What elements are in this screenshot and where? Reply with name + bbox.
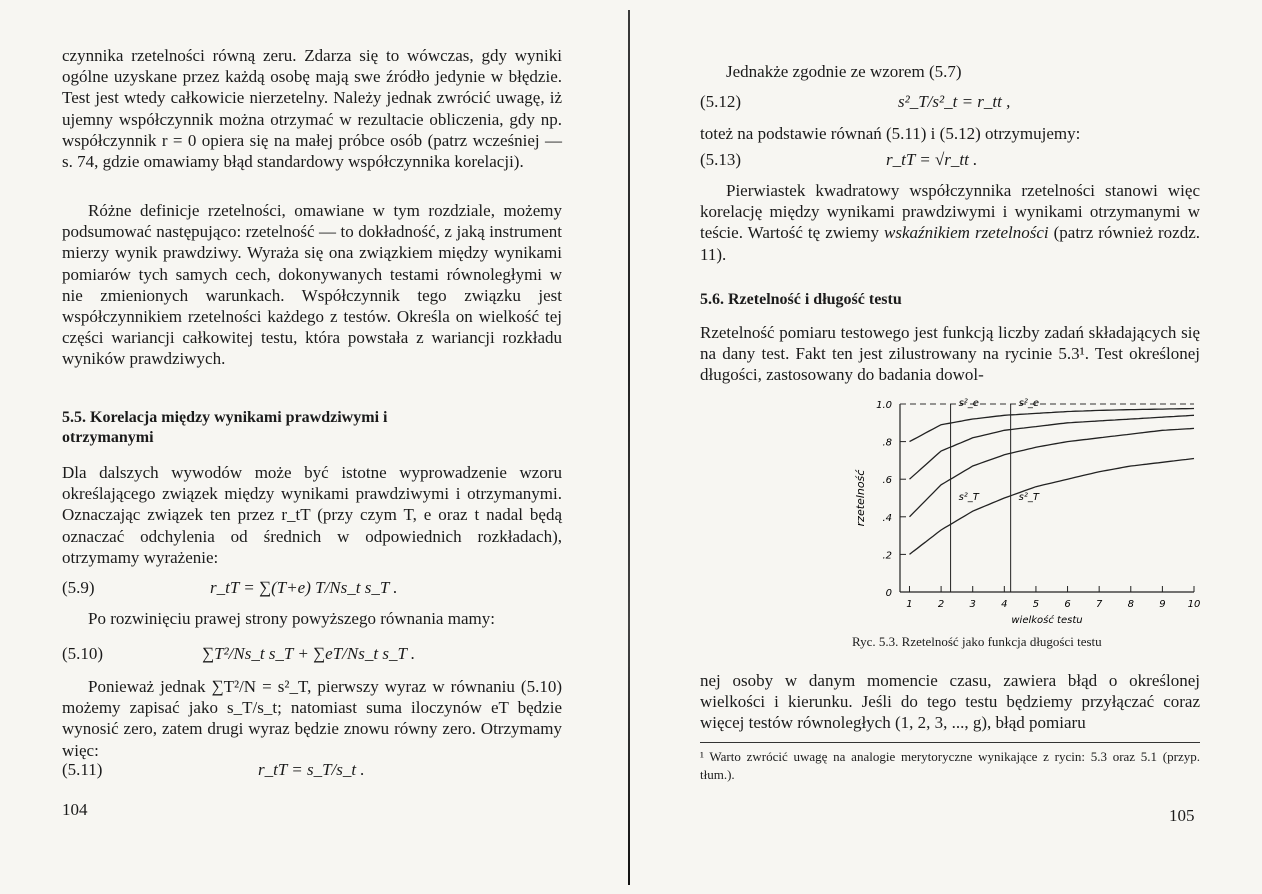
- equation-5-9: [62, 578, 562, 602]
- paragraph-text: Pierwiastek kwadratowy współczynnika rzetelności stanowi więc korelację między wynikami prawdziwymi i wynikami otrzymanymi w teście. Wartość tę zwiemy: [700, 181, 1200, 243]
- reliability-chart: [844, 392, 1204, 634]
- chart-annotation: s²_e: [958, 397, 979, 409]
- equation-5-12: [700, 92, 1200, 116]
- figure-caption: Ryc. 5.3. Rzetelność jako funkcja długości testu: [852, 634, 1102, 649]
- chart-annotation: s²_T: [1018, 491, 1039, 503]
- left-paragraph-3: Dla dalszych wywodów może być istotne wyprowadzenie wzoru określającego związek między wynikami prawdziwymi i otrzymanymi. Oznaczając związek ten przez r_tT (przy czym T, e oraz t nadal będą oznaczać odchylenia od średnich w odpowiednich rozkładach), otrzymamy wyrażenie:: [62, 463, 562, 567]
- equation-formula: r_tT = ∑(T+e) T/Ns_t s_T .: [210, 578, 398, 597]
- x-tick-label: 7: [1095, 599, 1103, 610]
- y-tick-label: .8: [882, 437, 892, 449]
- equation-formula: r_tT = √r_tt .: [886, 150, 978, 169]
- right-paragraph-3: [700, 180, 1200, 265]
- footnote-divider: [700, 742, 1200, 743]
- section-heading-5-5: 5.5. Korelacja między wynikami prawdziwymi i otrzymanymi: [62, 409, 388, 446]
- left-paragraph-1: czynnika rzetelności równą zeru. Zdarza się to wówczas, gdy wyniki ogólne uzyskane przez każdą osobę mają swe źródło jedynie w błędzie. Test jest wtedy całkowicie nierzetelny. Należy jednak zwrócić uwagę, iż ujemny współczynnik można otrzymać w rezultacie obliczenia, gdy np. współczynnik r = 0 opiera się na małej próbce osób (patrz wcześniej — s. 74, gdzie omawiamy błąd standardowy współczynnika korelacji).: [62, 46, 562, 172]
- equation-formula: ∑T²/Ns_t s_T + ∑eT/Ns_t s_T .: [202, 644, 416, 663]
- equation-number: (5.10): [62, 644, 104, 663]
- footnote: ¹ Warto zwrócić uwagę na analogie merytoryczne wynikające z rycin: 5.3 oraz 5.1 (przyp. tłum.).: [700, 749, 1200, 782]
- x-tick-label: 9: [1159, 599, 1166, 610]
- chart-annotation: s²_T: [958, 491, 979, 503]
- equation-5-13: [700, 150, 1200, 174]
- x-tick-label: 4: [1001, 599, 1008, 610]
- right-paragraph-1: Jednakże zgodnie ze wzorem (5.7): [726, 62, 962, 81]
- left-paragraph-2: Różne definicje rzetelności, omawiane w tym rozdziale, możemy podsumować następująco: rzetelność — to dokładność, z jaką instrument mierzy wynik prawdziwy. Wyraża się ona związkiem między wynikami pomiarów tych samych cech, dokonywanych testami równoległymi w nie zmienionych warunkach. Współczynnik tego związku jest współczynnikiem rzetelności każdego z testów. Określa on wielkość tej części wariancji całkowitej testu, która powstała z wariancji rozkładu wyników prawdziwych.: [62, 201, 562, 369]
- x-tick-label: 3: [969, 599, 976, 610]
- series-curve-3: [910, 428, 1195, 516]
- x-tick-label: 1: [906, 599, 913, 610]
- series-curve-2: [910, 415, 1195, 479]
- paragraph-text: (patrz również rozdz. 11).: [700, 223, 1201, 264]
- book-gutter: [628, 10, 630, 885]
- equation-formula: s²_T/s²_t = r_tt ,: [898, 92, 1011, 111]
- left-page: [0, 0, 628, 894]
- page-number: 105: [1169, 806, 1195, 825]
- page-number: 104: [62, 800, 88, 819]
- series-curve-4: [910, 459, 1195, 555]
- equation-number: (5.11): [62, 760, 103, 779]
- x-tick-label: 10: [1187, 599, 1201, 610]
- chart-annotation: s²_e: [1018, 397, 1040, 409]
- equation-5-10: [62, 644, 562, 668]
- equation-formula: r_tT = s_T/s_t .: [258, 760, 365, 779]
- left-paragraph-4: Po rozwinięciu prawej strony powyższego równania mamy:: [88, 609, 495, 628]
- right-paragraph-2: toteż na podstawie równań (5.11) i (5.12) otrzymujemy:: [700, 124, 1081, 143]
- emphasis-term: wskaźnikiem rzetelności: [884, 223, 1049, 243]
- right-paragraph-5: nej osoby w danym momencie czasu, zawiera błąd o określonej wielkości i kierunku. Jeśli do tego testu będziemy przyłączać coraz więcej testów równoległych (1, 2, 3, ..., g), błąd pomiaru: [700, 671, 1200, 733]
- equation-number: (5.9): [62, 578, 95, 597]
- x-tick-label: 8: [1127, 599, 1134, 610]
- y-tick-label: .4: [882, 512, 892, 524]
- section-heading-5-6: 5.6. Rzetelność i długość testu: [700, 291, 902, 308]
- x-axis-label: wielkość testu: [1011, 615, 1083, 626]
- y-tick-label: .6: [882, 475, 892, 487]
- y-tick-label: 1.0: [876, 400, 892, 411]
- equation-number: (5.12): [700, 92, 742, 111]
- x-tick-label: 5: [1032, 599, 1040, 610]
- x-tick-label: 2: [937, 599, 945, 610]
- equation-number: (5.13): [700, 150, 742, 169]
- left-paragraph-5: Ponieważ jednak ∑T²/N = s²_T, pierwszy wyraz w równaniu (5.10) możemy zapisać jako s_T/s_t; natomiast suma iloczynów eT będzie wynosić zero, zatem drugi wyraz będzie znowu równy zero. Otrzymamy więc:: [62, 677, 562, 760]
- y-tick-label: .2: [882, 550, 892, 562]
- equation-5-11: [62, 760, 562, 784]
- x-tick-label: 6: [1064, 599, 1071, 610]
- y-tick-label: 0: [885, 588, 892, 599]
- right-page: [632, 0, 1262, 894]
- y-axis-label: rzetelność: [854, 469, 867, 527]
- right-paragraph-4: Rzetelność pomiaru testowego jest funkcją liczby zadań składających się na dany test. Fakt ten jest zilustrowany na rycinie 5.3¹. Test określonej długości, zastosowany do badania dowol-: [700, 323, 1200, 385]
